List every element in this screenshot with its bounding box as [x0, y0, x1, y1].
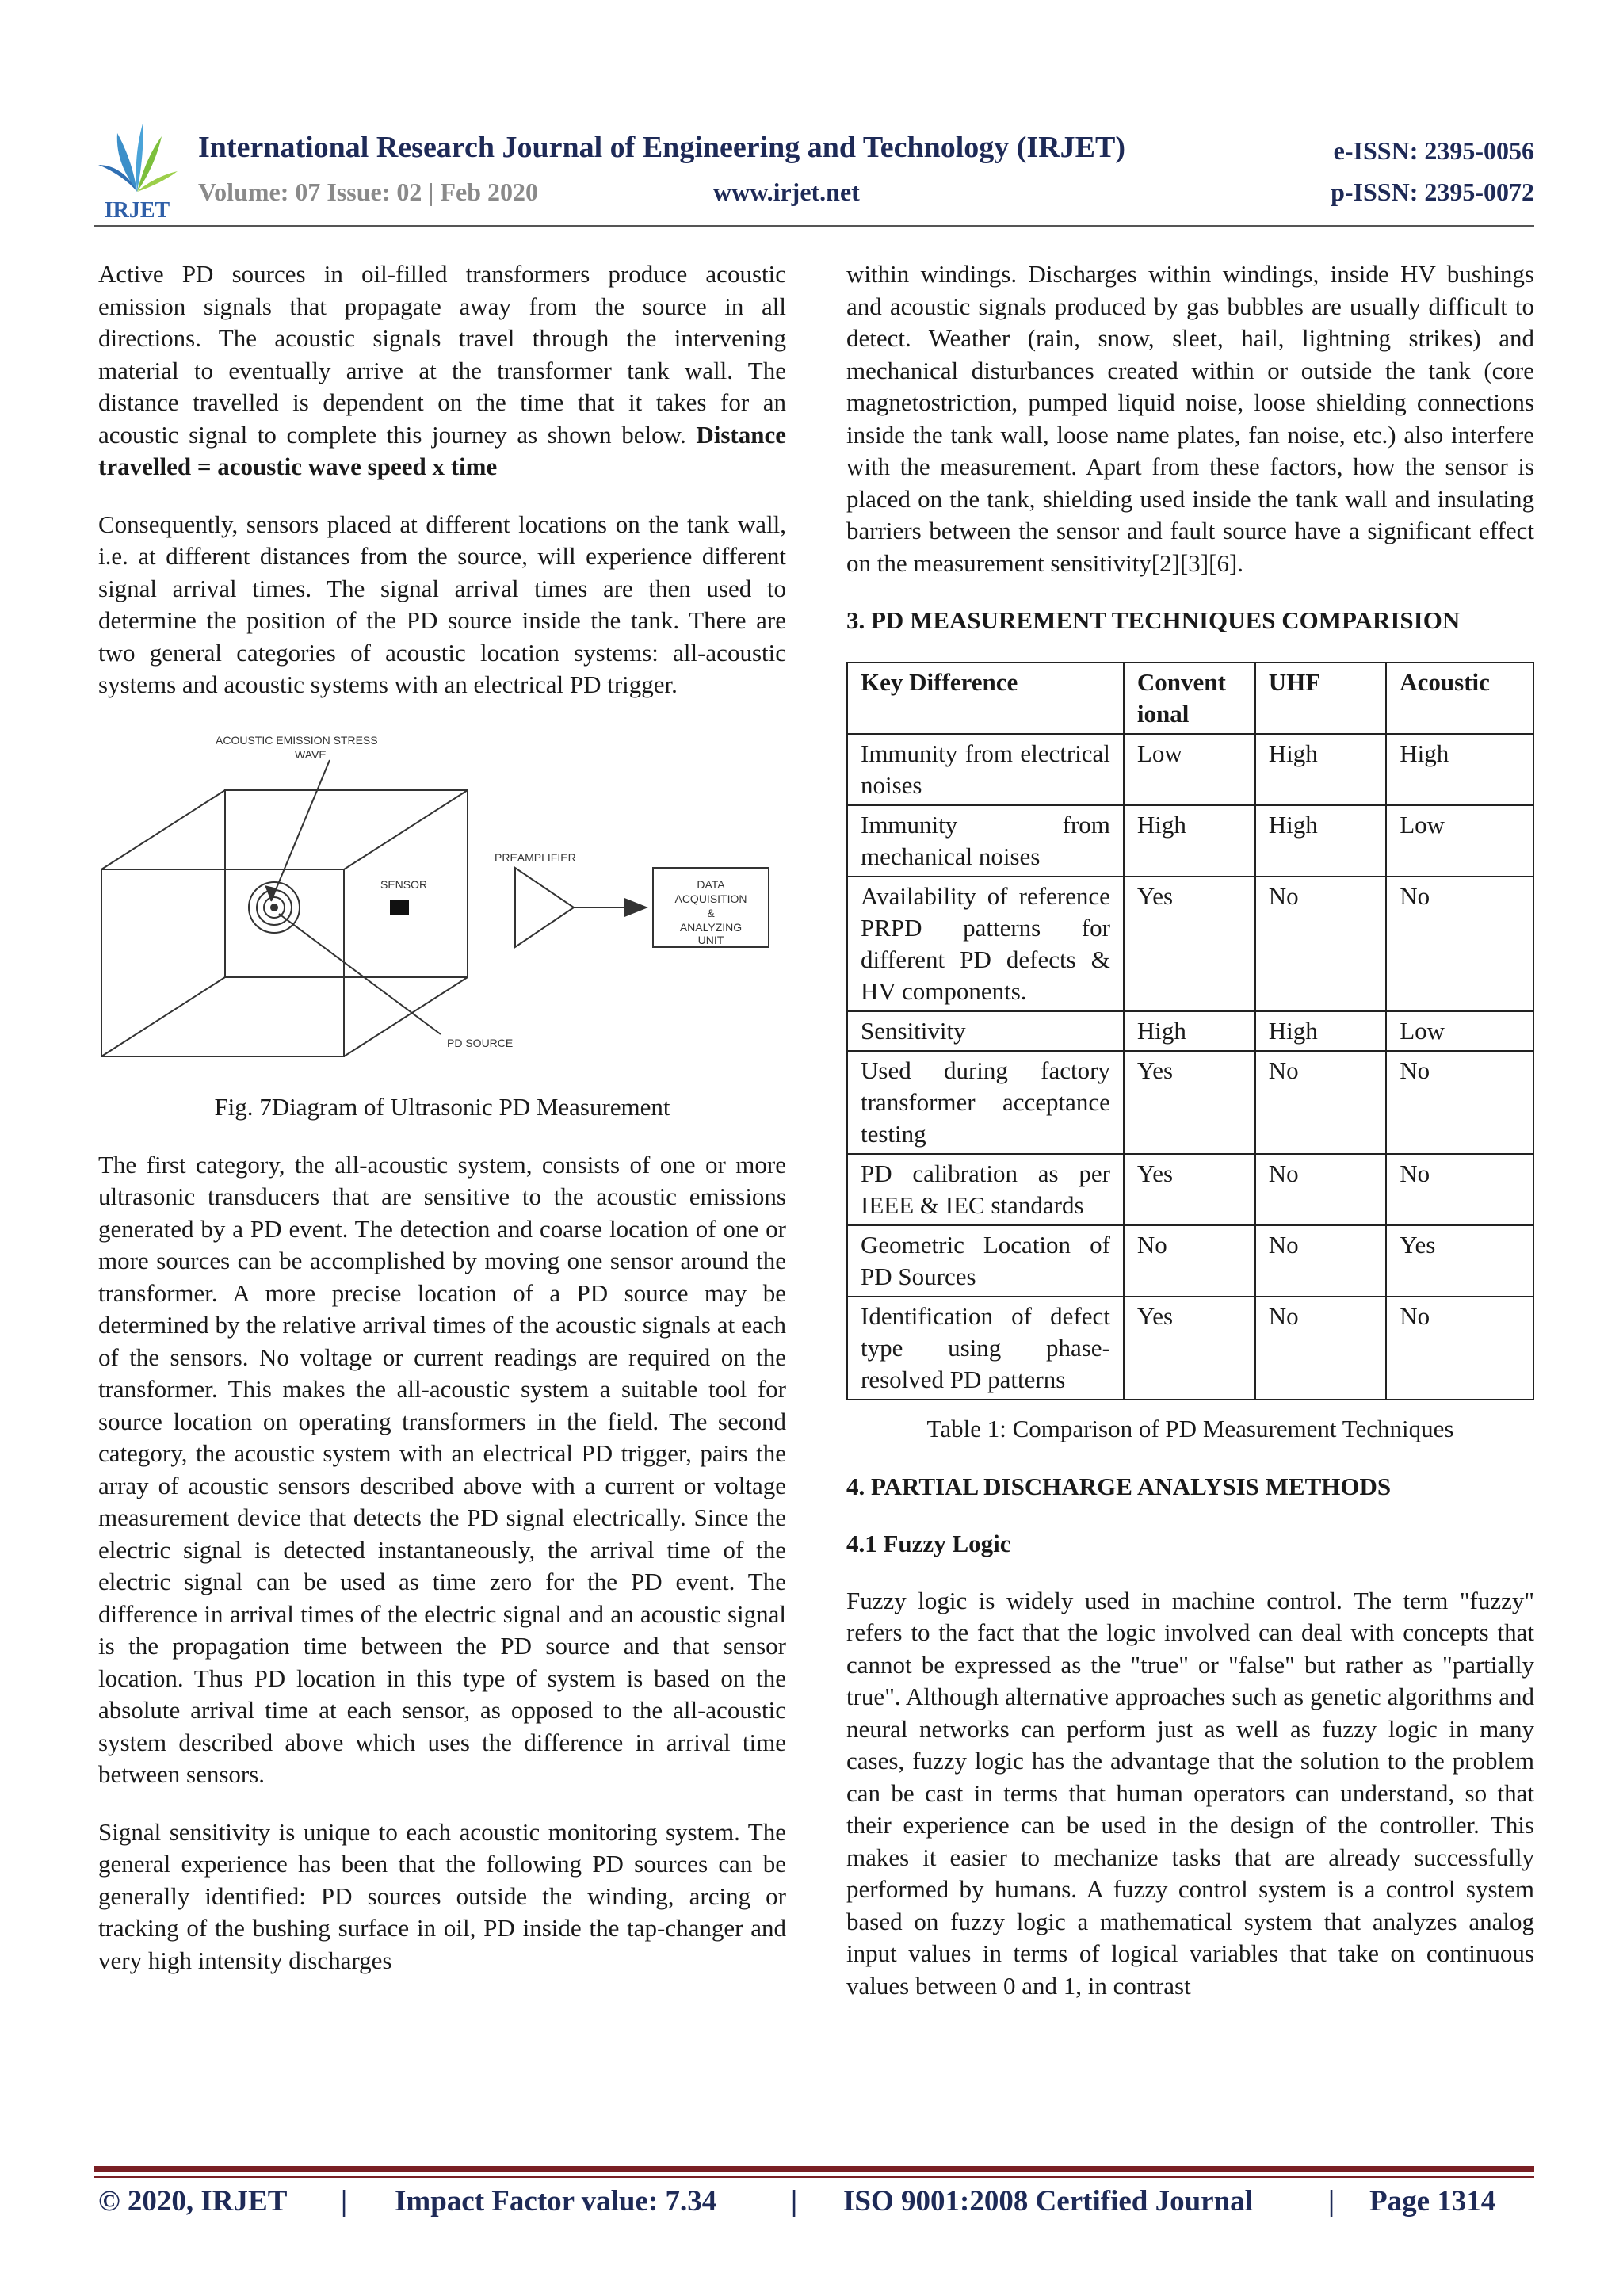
- footer-copyright: © 2020, IRJET: [98, 2185, 288, 2218]
- footer-impact-factor: Impact Factor value: 7.34: [395, 2185, 717, 2218]
- paragraph: within windings. Discharges within windings, inside HV bushings and acoustic signals produced by gas bubbles are usually difficult to detect. Weather (rain, snow, sleet, hail, lightning strikes) and mechanical disturbances created within or outside the tank (core magnetostriction, pumped liquid noise, loose shielding connections inside the tank wall, loose name plates, fan noise, etc.) also interfere with the measurement. Apart from these factors, how the sensor is placed on the tank, shielding used inside the tank wall and insulating barriers between the sensor and fault source have a significant effect on the measurement sensitivity[2][3][6].: [846, 260, 1534, 577]
- table-cell: Availability of reference PRPD patterns for different PD defects & HV components.: [847, 877, 1124, 1011]
- table-cell: High: [1255, 805, 1387, 877]
- paragraph: [98, 258, 786, 483]
- table-row: [847, 1225, 1533, 1297]
- tank-front-face: [101, 869, 344, 1056]
- label-preamplifier: PREAMPLIFIER: [495, 850, 576, 864]
- table-cell: Yes: [1124, 1051, 1255, 1154]
- table-cell: Used during factory transformer acceptance testing: [847, 1051, 1124, 1154]
- preamplifier: [515, 868, 574, 947]
- table-cell: No: [1386, 1051, 1533, 1154]
- footer-iso: ISO 9001:2008 Certified Journal: [843, 2185, 1253, 2218]
- paragraph: The first category, the all-acoustic system, consists of one or more ultrasonic transducers that are sensitive to the acoustic emissions generated by a PD event. The detection and coarse location of one or more sources can be accomplished by moving one sensor around the transformer. A more precise location of a PD source may be determined by the relative arrival times of the acoustic signals at each of the sensors. No voltage or current readings are required on the transformer. This makes the all-acoustic system a suitable tool for source location on operating transformers in the field. The second category, the acoustic system with an electrical PD trigger, pairs the array of acoustic sensors described above with a current or voltage measurement device that detects the PD signal electrically. Since the electric signal is detected instantaneously, the arrival time of the electric signal can be used as time zero for the PD event. The difference in arrival times of the electric signal and an acoustic signal is the propagation time between the PD source and that sensor location. Thus PD location in this type of system is based on the absolute arrival time at each sensor, as opposed to the all-acoustic system described above which uses the difference in arrival time between sensors.: [98, 1150, 786, 1788]
- label-daq: ANALYZING: [679, 920, 743, 934]
- paragraph: Fuzzy logic is widely used in machine control. The term "fuzzy" refers to the fact that the logic involved can deal with concepts that cannot be expressed as the "true" or "false" but rather as "partially true". Although alternative approaches such as genetic algorithms and neural networks can perform just as well as fuzzy logic in many cases, fuzzy logic has the advantage that the solution to the problem can be cast in terms that human operators can understand, so that their experience can be used in the design of the controller. This makes it easier to mechanize tasks that are already successfully performed by humans. A fuzzy control system is a control system based on fuzzy logic a mathematical system that analyzes analog input values in terms of logical variables that take on continuous values between 0 and 1, in contrast: [846, 1586, 1534, 2000]
- table-cell: Low: [1386, 805, 1533, 877]
- subsection-heading: 4.1 Fuzzy Logic: [846, 1529, 1011, 1557]
- journal-title: International Research Journal of Engineering and Technology (IRJET): [198, 131, 1126, 164]
- comparison-table: [846, 662, 1534, 1400]
- section-heading: 4. PARTIAL DISCHARGE ANALYSIS METHODS: [846, 1472, 1392, 1500]
- footer-divider-thin: [94, 2176, 1534, 2178]
- table-cell: No: [1255, 1051, 1387, 1154]
- paragraph: Signal sensitivity is unique to each acoustic monitoring system. The general experience has been that the following PD sources can be generally identified: PD sources outside the winding, arcing or tracking of the bushing surface in oil, PD inside the tap-changer and very high intensity discharges: [98, 1817, 786, 1974]
- table-row: [847, 734, 1533, 805]
- table-header-cell: Acoustic: [1386, 663, 1533, 734]
- table-row: [847, 877, 1533, 1011]
- table-cell: Identification of defect type using phase-resolved PD patterns: [847, 1297, 1124, 1400]
- table-cell: Immunity from mechanical noises: [847, 805, 1124, 877]
- table-cell: High: [1386, 734, 1533, 805]
- ultrasonic-pd-diagram: [98, 727, 786, 1068]
- label-daq: DATA: [697, 877, 725, 891]
- right-column: [846, 258, 1534, 2027]
- label-daq: &: [707, 906, 715, 919]
- table-row: [847, 1051, 1533, 1154]
- sensor: [390, 900, 409, 915]
- table-row: [847, 1297, 1533, 1400]
- table-cell: Yes: [1124, 877, 1255, 1011]
- footer-separator: |: [341, 2185, 348, 2218]
- table-cell: No: [1255, 1225, 1387, 1297]
- label-sensor: SENSOR: [380, 877, 428, 891]
- table-cell: No: [1386, 1154, 1533, 1225]
- label-daq: UNIT: [697, 933, 724, 946]
- table-cell: Low: [1124, 734, 1255, 805]
- table-header-row: [847, 663, 1533, 734]
- header-divider: [94, 225, 1534, 227]
- table-cell: Sensitivity: [847, 1011, 1124, 1051]
- left-column: [98, 258, 786, 2002]
- e-issn: e-ISSN: 2395-0056: [1333, 136, 1534, 165]
- footer-page-number: Page 1314: [1369, 2185, 1496, 2218]
- table-header-cell: UHF: [1255, 663, 1387, 734]
- section-heading: 3. PD MEASUREMENT TECHNIQUES COMPARISION: [846, 606, 1461, 634]
- table-cell: Yes: [1386, 1225, 1533, 1297]
- p-issn: p-ISSN: 2395-0072: [1331, 178, 1534, 206]
- label-acoustic-wave: ACOUSTIC EMISSION STRESS: [216, 733, 378, 747]
- irjet-logo-icon: [94, 119, 181, 220]
- footer-divider: [94, 2166, 1534, 2172]
- table-cell: No: [1386, 877, 1533, 1011]
- footer-separator: |: [1328, 2185, 1335, 2218]
- table-header-cell: Key Difference: [847, 663, 1124, 734]
- table-cell: High: [1124, 805, 1255, 877]
- journal-website: www.irjet.net: [713, 178, 860, 206]
- table-cell: Low: [1386, 1011, 1533, 1051]
- table-cell: Yes: [1124, 1154, 1255, 1225]
- table-cell: High: [1124, 1011, 1255, 1051]
- label-daq: ACQUISITION: [674, 892, 747, 905]
- table-caption: Table 1: Comparison of PD Measurement Techniques: [926, 1415, 1454, 1442]
- page-header: [94, 113, 1534, 223]
- table-cell: No: [1255, 877, 1387, 1011]
- table-cell: No: [1124, 1225, 1255, 1297]
- svg-text:IRJET: IRJET: [104, 198, 170, 220]
- paragraph-text: Active PD sources in oil-filled transformers produce acoustic emission signals that propagate away from the source in all directions. The acoustic signals travel through the intervening material to eventually arrive at the transformer tank wall. The distance travelled is dependent on the time that it takes for an acoustic signal to complete this journey as shown below.: [98, 260, 786, 449]
- table-cell: Yes: [1124, 1297, 1255, 1400]
- table-cell: No: [1255, 1154, 1387, 1225]
- table-cell: High: [1255, 1011, 1387, 1051]
- table-cell: High: [1255, 734, 1387, 805]
- table-cell: Immunity from electrical noises: [847, 734, 1124, 805]
- table-row: [847, 1154, 1533, 1225]
- table-cell: Geometric Location of PD Sources: [847, 1225, 1124, 1297]
- table-header-cell: Convent ional: [1124, 663, 1255, 734]
- label-pd-source: PD SOURCE: [447, 1036, 514, 1049]
- volume-issue: Volume: 07 Issue: 02 | Feb 2020: [198, 178, 538, 206]
- tank-back-face: [225, 790, 468, 977]
- table-cell: No: [1255, 1297, 1387, 1400]
- table-cell: PD calibration as per IEEE & IEC standards: [847, 1154, 1124, 1225]
- footer-separator: |: [791, 2185, 798, 2218]
- figure-caption: Fig. 7Diagram of Ultrasonic PD Measurement: [214, 1093, 670, 1121]
- table-row: [847, 805, 1533, 877]
- distance-formula: Distance travelled = acoustic wave speed x time: [98, 420, 786, 480]
- table-cell: No: [1386, 1297, 1533, 1400]
- label-wave: WAVE: [295, 747, 327, 761]
- table-row: [847, 1011, 1533, 1051]
- paragraph: Consequently, sensors placed at different locations on the tank wall, i.e. at different distances from the source, will experience different signal arrival times. The signal arrival times are then used to determine the position of the PD source inside the tank. There are two general categories of acoustic location systems: all-acoustic systems and acoustic systems with an electrical PD trigger.: [98, 510, 786, 698]
